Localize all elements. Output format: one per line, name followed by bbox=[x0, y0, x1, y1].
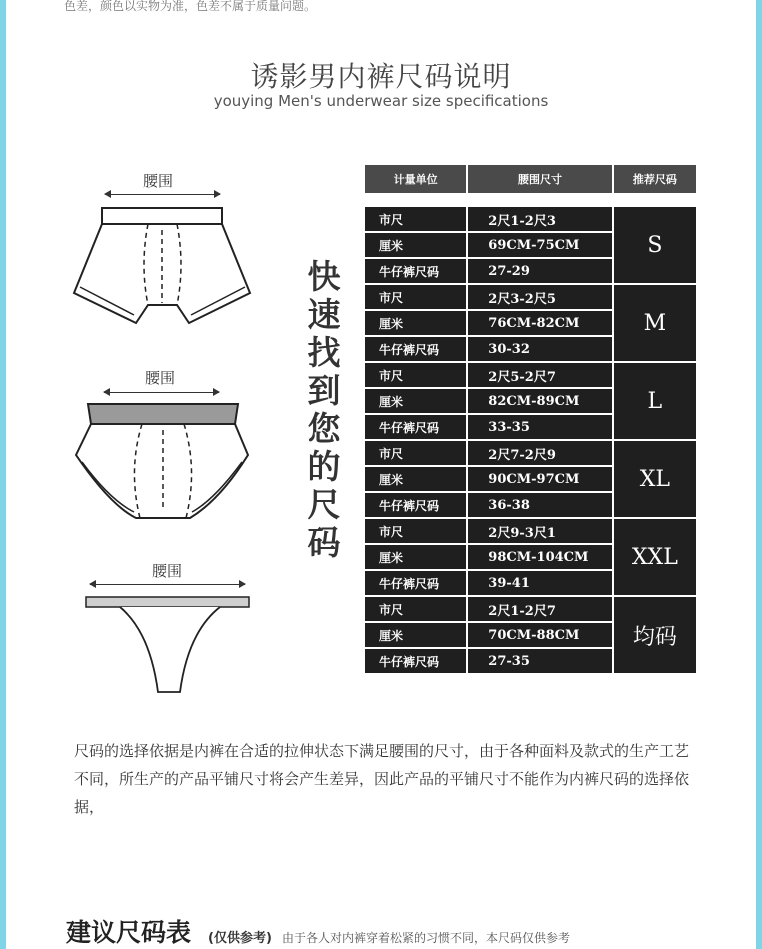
waist-arrow-thong bbox=[90, 584, 245, 585]
waist-label-boxer: 腰围 bbox=[143, 172, 174, 190]
reference-note: 由于各人对内裤穿着松紧的习惯不同，本尺码仅供参考 bbox=[282, 931, 571, 945]
right-border bbox=[756, 0, 762, 949]
table-row: 市尺 2尺9-3尺1 XXL bbox=[364, 518, 697, 544]
size-cell: L bbox=[613, 362, 697, 440]
header-waist: 腰围尺寸 bbox=[467, 164, 612, 194]
table-row: 市尺 2尺7-2尺9 XL bbox=[364, 440, 697, 466]
waist-arrow-boxer bbox=[105, 194, 220, 195]
vertical-slogan: 快 速 找 到 您 的 尺 码 bbox=[307, 257, 341, 562]
size-cell: XXL bbox=[613, 518, 697, 596]
table-row: 牛仔裤尺码 33-35 bbox=[364, 414, 697, 440]
size-cell: M bbox=[613, 284, 697, 362]
page-subtitle: youying Men's underwear size specifications bbox=[213, 92, 549, 110]
waist-arrow-brief bbox=[104, 392, 219, 393]
recommended-size-title: 建议尺码表 bbox=[66, 918, 192, 947]
table-row: 厘米 82CM-89CM bbox=[364, 388, 697, 414]
reference-only-label: (仅供参考) bbox=[208, 931, 272, 946]
size-explanation: 尺码的选择依据是内裤在合适的拉伸状态下满足腰围的尺寸，由于各种面料及款式的生产工艺不同，所生产的产品平铺尺寸将会产生差异，因此产品的平铺尺寸不能作为内裤尺码的选择依据， bbox=[74, 742, 690, 816]
size-cell: XL bbox=[613, 440, 697, 518]
boxer-brief-illustration bbox=[70, 205, 255, 330]
size-table bbox=[363, 163, 698, 675]
table-row: 牛仔裤尺码 27-35 bbox=[364, 648, 697, 674]
table-row: 厘米 90CM-97CM bbox=[364, 466, 697, 492]
table-row: 牛仔裤尺码 27-29 bbox=[364, 258, 697, 284]
table-row: 牛仔裤尺码 30-32 bbox=[364, 336, 697, 362]
waist-label-brief: 腰围 bbox=[145, 369, 176, 387]
table-row: 厘米 70CM-88CM bbox=[364, 622, 697, 648]
header-unit: 计量单位 bbox=[364, 164, 467, 194]
size-cell: 均码 bbox=[613, 596, 697, 674]
waist-label-thong: 腰围 bbox=[152, 562, 183, 580]
header-recommended: 推荐尺码 bbox=[613, 164, 697, 194]
table-row: 市尺 2尺1-2尺7 均码 bbox=[364, 596, 697, 622]
table-row: 厘米 69CM-75CM bbox=[364, 232, 697, 258]
table-row: 市尺 2尺5-2尺7 L bbox=[364, 362, 697, 388]
brief-illustration bbox=[70, 400, 255, 525]
table-row: 牛仔裤尺码 39-41 bbox=[364, 570, 697, 596]
table-row: 牛仔裤尺码 36-38 bbox=[364, 492, 697, 518]
table-row: 市尺 2尺1-2尺3 S bbox=[364, 206, 697, 232]
color-disclaimer: 色差，颜色以实物为准，色差不属于质量问题。 bbox=[64, 0, 317, 13]
page-title: 诱影男内裤尺码说明 bbox=[250, 60, 512, 93]
left-border bbox=[0, 0, 6, 949]
table-header-row bbox=[364, 164, 697, 194]
table-row: 厘米 98CM-104CM bbox=[364, 544, 697, 570]
table-row: 市尺 2尺3-2尺5 M bbox=[364, 284, 697, 310]
table-row: 厘米 76CM-82CM bbox=[364, 310, 697, 336]
size-cell: S bbox=[613, 206, 697, 284]
thong-illustration bbox=[80, 592, 255, 697]
